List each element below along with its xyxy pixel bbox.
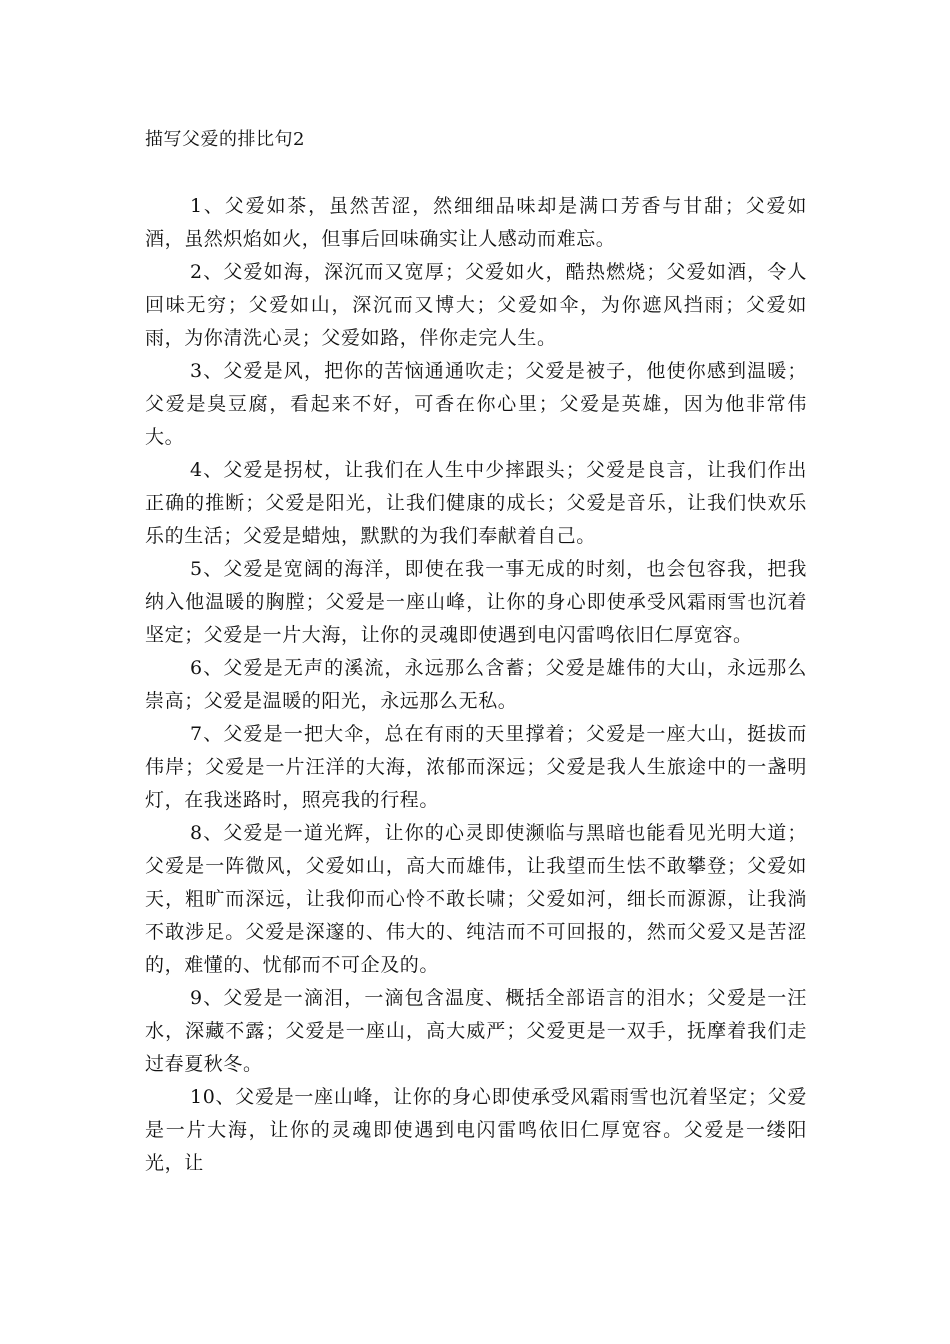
document-body — [145, 190, 807, 1180]
paragraph-3: 3、父爱是风，把你的苦恼通通吹走；父爱是被子，他使你感到温暖；父爱是臭豆腐，看起来不好，可香在你心里；父爱是英雄，因为他非常伟大。 — [145, 360, 807, 448]
paragraph-8: 8、父爱是一道光辉，让你的心灵即使濒临与黑暗也能看见光明大道；父爱是一阵微风，父爱如山，高大而雄伟，让我望而生怯不敢攀登；父爱如天，粗旷而深远，让我仰而心怜不敢长啸；父爱如河，细长而源源，让我淌不敢涉足。父爱是深邃的、伟大的、纯洁而不可回报的，然而父爱又是苦涩的，难懂的、忧郁而不可企及的。 — [145, 822, 807, 976]
document-title: 描写父爱的排比句2 — [145, 129, 305, 150]
paragraph-9: 9、父爱是一滴泪，一滴包含温度、概括全部语言的泪水；父爱是一汪水，深藏不露；父爱是一座山，高大威严；父爱更是一双手，抚摩着我们走过春夏秋冬。 — [145, 987, 807, 1075]
paragraph-2: 2、父爱如海，深沉而又宽厚；父爱如火，酷热燃烧；父爱如酒，令人回味无穷；父爱如山，深沉而又博大；父爱如伞，为你遮风挡雨；父爱如雨，为你清洗心灵；父爱如路，伴你走完人生。 — [145, 261, 807, 349]
paragraph-6: 6、父爱是无声的溪流，永远那么含蓄；父爱是雄伟的大山，永远那么崇高；父爱是温暖的阳光，永远那么无私。 — [145, 657, 807, 712]
paragraph-5: 5、父爱是宽阔的海洋，即使在我一事无成的时刻，也会包容我，把我纳入他温暖的胸膛；父爱是一座山峰，让你的身心即使承受风霜雨雪也沉着坚定；父爱是一片大海，让你的灵魂即使遇到电闪雷鸣依旧仁厚宽容。 — [145, 558, 807, 646]
paragraph-4: 4、父爱是拐杖，让我们在人生中少摔跟头；父爱是良言，让我们作出正确的推断；父爱是阳光，让我们健康的成长；父爱是音乐，让我们快欢乐乐的生活；父爱是蜡烛，默默的为我们奉献着自己。 — [145, 459, 807, 547]
paragraph-7: 7、父爱是一把大伞，总在有雨的天里撑着；父爱是一座大山，挺拔而伟岸；父爱是一片汪洋的大海，浓郁而深远；父爱是我人生旅途中的一盏明灯，在我迷路时，照亮我的行程。 — [145, 723, 807, 811]
paragraph-10: 10、父爱是一座山峰，让你的身心即使承受风霜雨雪也沉着坚定；父爱是一片大海，让你的灵魂即使遇到电闪雷鸣依旧仁厚宽容。父爱是一缕阳光，让 — [145, 1086, 807, 1174]
paragraph-1: 1、父爱如茶，虽然苦涩，然细细品味却是满口芳香与甘甜；父爱如酒，虽然炽焰如火，但事后回味确实让人感动而难忘。 — [145, 195, 807, 250]
